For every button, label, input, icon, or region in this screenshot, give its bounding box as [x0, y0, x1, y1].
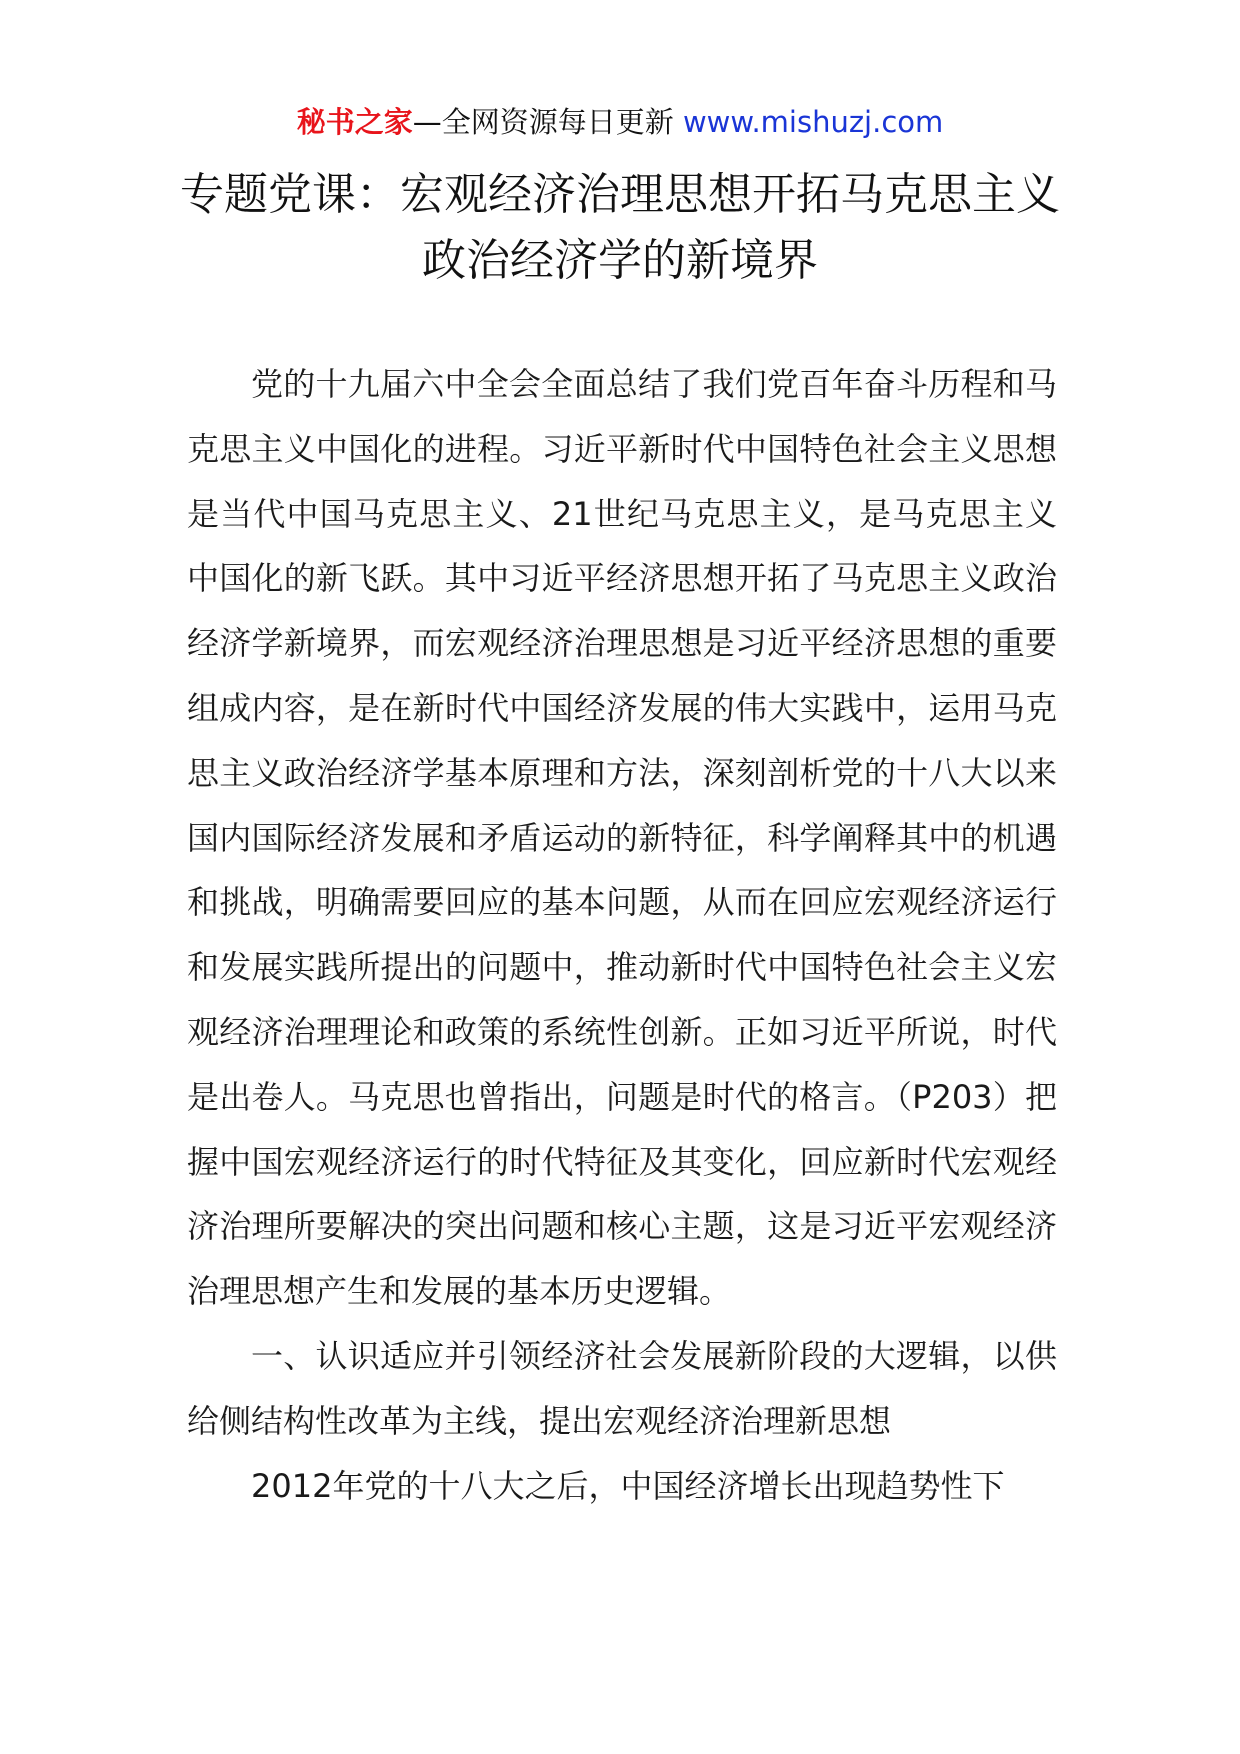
intro-paragraph: 党的十九届六中全会全面总结了我们党百年奋斗历程和马克思主义中国化的进程。习近平新时代中国特色社会主义思想是当代中国马克思主义、21世纪马克思主义，是马克思主义中国化的新飞跃。其中习近平经济思想开拓了马克思主义政治经济学新境界，而宏观经济治理思想是习近平经济思想的重要组成内容，是在新时代中国经济发展的伟大实践中，运用马克思主义政治经济学基本原理和方法，深刻剖析党的十八大以来国内国际经济发展和矛盾运动的新特征，科学阐释其中的机遇和挑战，明确需要回应的基本问题，从而在回应宏观经济运行和发展实践所提出的问题中，推动新时代中国特色社会主义宏观经济治理理论和政策的系统性创新。正如习近平所说，时代是出卷人。马克思也曾指出，问题是时代的格言。（P203）把握中国宏观经济运行的时代特征及其变化，回应新时代宏观经济治理所要解决的突出问题和核心主题，这是习近平宏观经济治理思想产生和发展的基本历史逻辑。: [187, 365, 1057, 1311]
site-url-link[interactable]: www.mishuzj.com: [682, 105, 944, 139]
document-title: 专题党课：宏观经济治理思想开拓马克思主义政治经济学的新境界: [180, 169, 1060, 286]
section-1-paragraph: 2012年党的十八大之后，中国经济增长出现趋势性下: [251, 1466, 1005, 1505]
site-tagline: —全网资源每日更新: [412, 105, 683, 139]
document-body: [187, 352, 1057, 1518]
site-header: [0, 100, 1240, 144]
section-heading-1: 一、认识适应并引领经济社会发展新阶段的大逻辑，以供给侧结构性改革为主线，提出宏观经济治理新思想: [187, 1336, 1057, 1440]
brand-name: 秘书之家: [296, 105, 413, 139]
